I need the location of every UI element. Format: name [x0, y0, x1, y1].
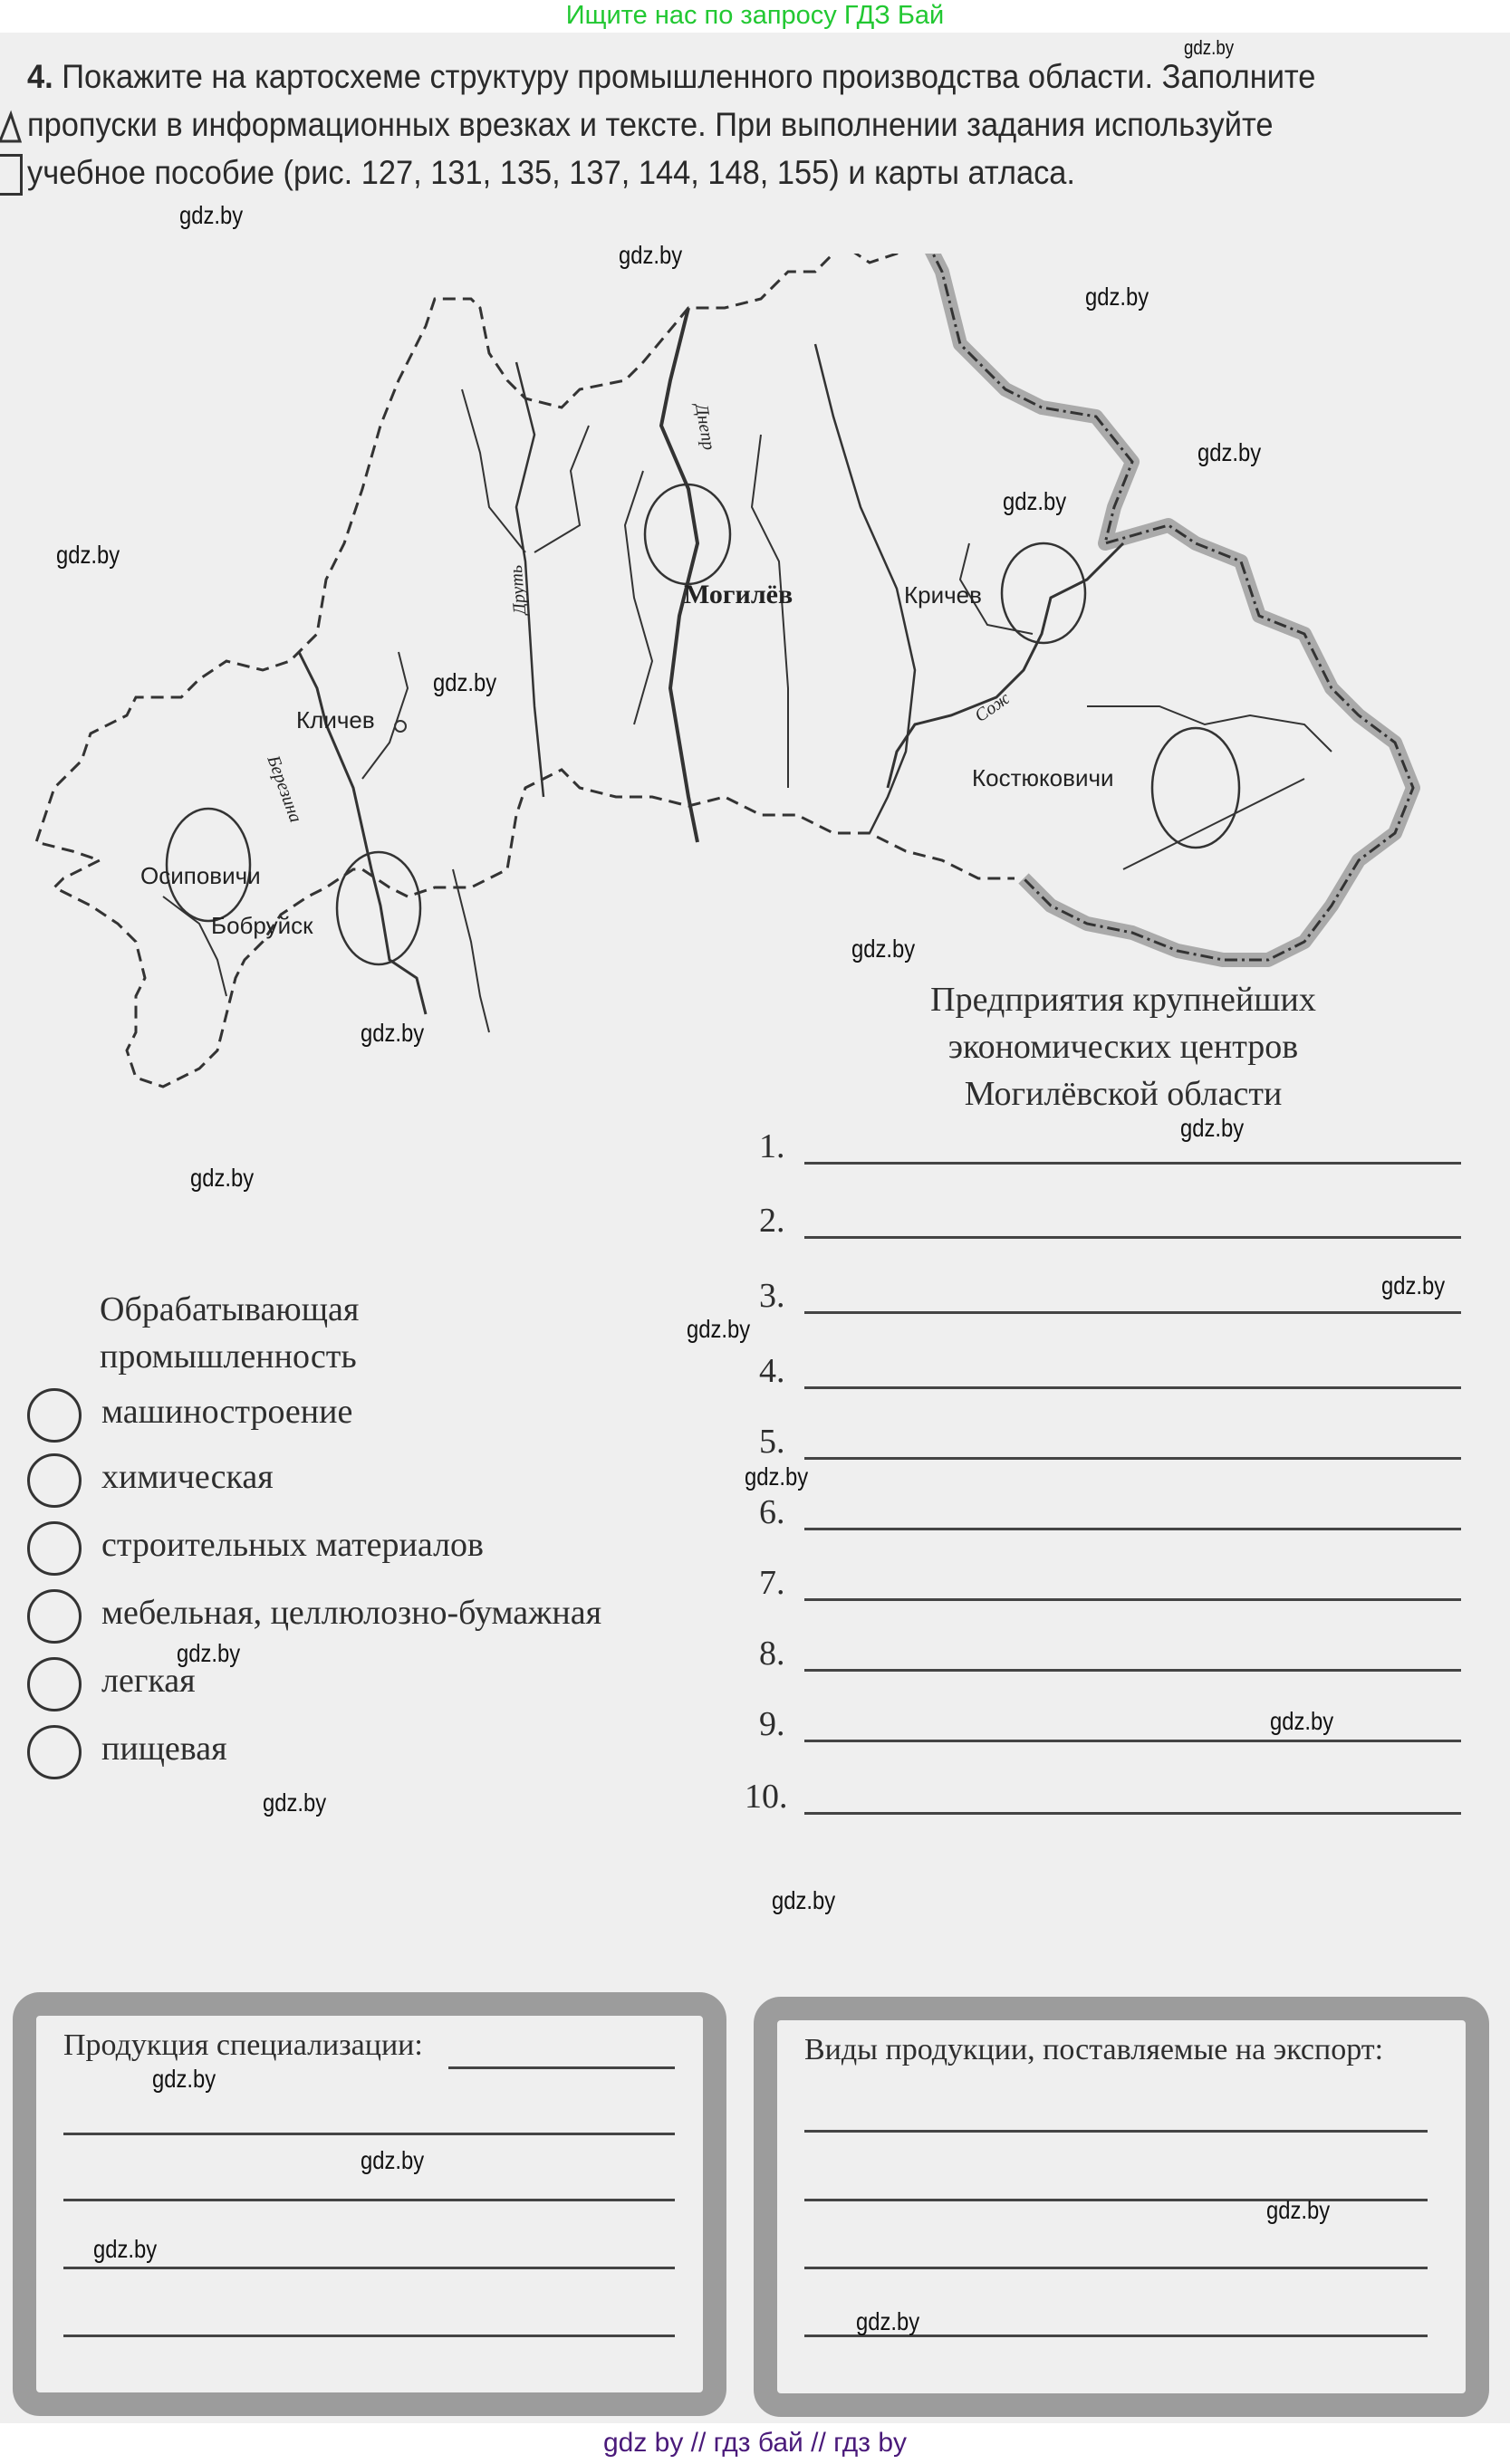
watermark: gdz.by: [856, 2307, 920, 2335]
specialization-line-2[interactable]: [63, 2133, 675, 2135]
enterprises-title: Предприятия крупнейших экономических центров Могилёвской области: [930, 981, 1316, 1113]
specialization-line-3[interactable]: [63, 2199, 675, 2201]
enterprise-row-8[interactable]: 8.: [759, 1623, 1461, 1677]
task-instruction: [27, 53, 1392, 197]
city-label-mogilev: Могилёв: [684, 580, 793, 609]
legend-circle[interactable]: [27, 1521, 82, 1576]
watermark: gdz.by: [687, 1315, 751, 1343]
enterprise-row-1[interactable]: 1.: [759, 1116, 1461, 1170]
processing-title: Обрабатывающая промышленность: [100, 1290, 360, 1376]
watermark: gdz.by: [361, 1019, 425, 1047]
watermark: gdz.by: [619, 241, 683, 269]
specialization-line-4[interactable]: [63, 2267, 675, 2269]
legend-circle[interactable]: [27, 1589, 82, 1644]
watermark: gdz.by: [1180, 1114, 1245, 1142]
enterprise-row-4[interactable]: 4.: [759, 1340, 1461, 1395]
enterprise-row-2[interactable]: 2.: [759, 1190, 1461, 1244]
footer-text: gdz by // гдз бай // гдз by: [602, 2428, 908, 2458]
legend-circle[interactable]: [27, 1657, 82, 1711]
specialization-line-5[interactable]: [63, 2335, 675, 2337]
watermark: gdz.by: [93, 2235, 158, 2263]
export-line-2[interactable]: [804, 2199, 1428, 2201]
watermark: gdz.by: [190, 1164, 255, 1192]
legend-circle[interactable]: [27, 1388, 82, 1443]
book-icon: [0, 154, 23, 196]
city-label-osipovichi: Осиповичи: [140, 862, 261, 889]
watermark: gdz.by: [177, 1639, 241, 1667]
task-number: 4.: [27, 58, 53, 95]
specialization-title: Продукция специализации:: [63, 2028, 423, 2062]
bottom-footer: [0, 2423, 1510, 2464]
watermark: gdz.by: [152, 2065, 216, 2093]
enterprise-row-10[interactable]: 10.: [745, 1766, 1461, 1820]
watermark: gdz.by: [1266, 2196, 1331, 2224]
legend-circle[interactable]: [27, 1725, 82, 1779]
task-text: Покажите на картосхеме структуру промышленного производства области. Заполните пропуски в информационных врезках и тексте. При выполнении задания используйте учебное пособие (рис. 127, 131, 135, 137, 144, 148, 155) и карты атласа.: [27, 58, 1316, 191]
watermark: gdz.by: [56, 541, 120, 569]
enterprise-row-3[interactable]: 3.: [759, 1265, 1461, 1319]
enterprise-row-5[interactable]: 5.: [759, 1411, 1461, 1465]
watermark: gdz.by: [433, 668, 497, 696]
watermark: gdz.by: [1381, 1271, 1446, 1299]
legend-circle[interactable]: [27, 1453, 82, 1508]
triangle-icon: [0, 109, 20, 136]
export-line-1[interactable]: [804, 2130, 1428, 2133]
enterprise-row-7[interactable]: 7.: [759, 1552, 1461, 1606]
watermark: gdz.by: [263, 1788, 327, 1817]
watermark: gdz.by: [179, 201, 244, 229]
watermark: gdz.by: [1197, 438, 1262, 466]
city-label-krichev: Кричев: [904, 581, 982, 609]
watermark: gdz.by: [1085, 283, 1149, 311]
watermark: gdz.by: [1003, 487, 1067, 515]
river-label-drut: Друть: [505, 564, 531, 616]
watermark: gdz.by: [745, 1462, 809, 1491]
watermark: gdz.by: [1184, 36, 1235, 59]
river-label-sozh: Сож: [971, 688, 1014, 727]
enterprise-row-6[interactable]: 6.: [759, 1481, 1461, 1536]
specialization-line-1[interactable]: [448, 2066, 675, 2069]
watermark: gdz.by: [772, 1886, 836, 1914]
river-label-berezina: Березина: [263, 753, 306, 826]
city-label-bobruisk: Бобруйск: [211, 912, 313, 939]
river-label-dnieper: Днепр: [690, 402, 719, 452]
top-banner: [0, 0, 1510, 33]
city-label-kostyukovichi: Костюковичи: [972, 764, 1114, 791]
watermark: gdz.by: [361, 2146, 425, 2174]
banner-text: Ищите нас по запросу ГДЗ Бай: [565, 1, 945, 30]
watermark: gdz.by: [851, 935, 916, 963]
export-title: Виды продукции, поставляемые на экспорт:: [804, 2033, 1384, 2066]
watermark: gdz.by: [1270, 1707, 1334, 1735]
export-line-3[interactable]: [804, 2267, 1428, 2269]
city-label-klichev: Кличев: [296, 706, 375, 733]
enterprise-row-9[interactable]: 9.: [759, 1693, 1461, 1748]
